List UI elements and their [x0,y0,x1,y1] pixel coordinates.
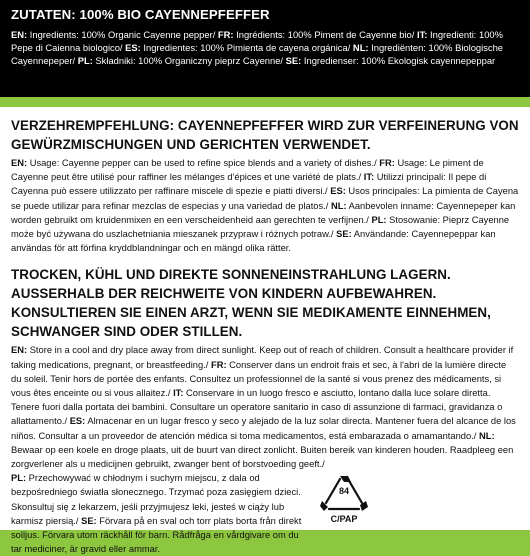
recycling-label: C/PAP [330,514,358,524]
usage-text: Användande: Cayennepeppar kan användas för att förfina kryddblandningar och en mängd olika rätter. [11,229,496,254]
ingredients-text: Ingrédients: 100% Piment de Cayenne bio/ [233,29,417,40]
lang-code: SE: [81,515,97,526]
info-panel [0,107,530,555]
lang-code: SE: [336,229,352,240]
lang-code: EN: [11,158,28,168]
recycling-symbol [318,473,370,528]
usage-text: Usage: Le piment de Cayenne peut être utilisé pour raffiner les mélanges d'épices et une variété de plats./ [11,158,484,183]
ingredients-text: Składniki: 100% Organiczny pieprz Cayenne/ [92,55,286,66]
ingredients-text: Ingredients: 100% Organic Cayenne pepper/ [27,29,218,40]
lang-code: NL: [478,430,495,441]
lang-code: FR: [210,359,227,370]
ingredients-translations [11,28,519,67]
usage-heading: VERZEHREMPFEHLUNG: CAYENNEPFEFFER WIRD ZUR VERFEINERUNG VON GEWÜRZMISCHUNGEN UND GERICHTEN VERWENDET. [11,118,519,152]
lang-code: EN: [11,29,28,40]
storage-text: Conservare in un luogo fresco e asciutto, lontano dalla luce solare diretta. Tenere fuori dalla portata dei bambini. Consultare un operatore sanitario in caso di assunzione di farmaci, gravidanza o allattamento./ [11,388,503,427]
lang-code: IT: [416,29,428,40]
lang-code: NL: [352,42,369,53]
storage-text: Almacenar en un lugar fresco y seco y alejado de la luz solar directa. Mantener fuera del alcance de los niños. Consultar a un proveedor de atención médica si toma medicamentos, está embarazada o amamantando./ [11,416,516,441]
usage-text: Utilizzi principali: Il pepe di Cayenna può essere utilizzato per raffinare miscele di spezie e piatti diversi./ [11,172,487,197]
lang-code: FR: [379,158,395,168]
storage-text: Store in a cool and dry place away from direct sunlight. Keep out of reach of children. Consult a healthcare provider if taking medications, pregnant, or breastfeeding./ [11,345,514,370]
storage-text: Förvara på en sval och torr plats borta från direkt solljus. Förvara utom räckhåll för barn. Rådfråga en vårdgivare om du tar mediciner, är gravid eller ammar. [11,515,302,555]
lang-code: ES: [125,42,141,53]
lang-code: PL: [77,55,93,66]
ingredients-text: Ingredienser: 100% Ekologisk cayennepeppar [301,55,496,66]
lang-code: IT: [363,172,375,183]
lang-code: PL: [371,214,387,225]
ingredients-text: Ingredientes: 100% Pimienta de cayena orgánica/ [140,42,353,53]
storage-translations [11,343,519,471]
lang-code: SE: [285,55,302,66]
ingredients-title: ZUTATEN: 100% BIO CAYENNEPFEFFER [11,7,270,22]
usage-translations [11,156,519,255]
storage-translations-continued [11,471,311,556]
lang-code: EN: [11,345,28,356]
storage-text: Przechowywać w chłodnym i suchym miejscu, z dala od bezpośredniego światła słonecznego. Trzymać poza zasięgiem dzieci. Skonsultuj się z lekarzem, jeśli przyjmujesz leki, jesteś w ciąży lub karmisz piersią./ [11,473,301,526]
usage-text: Usos principales: La pimienta de Cayena se puede utilizar para refinar mezclas de especias y una variedad de platos./ [11,186,519,211]
lang-code: ES: [69,416,86,427]
recycling-code: 84 [338,486,349,496]
usage-text: Stosowanie: Pieprz Cayenne może być używana do uszlachetniania mieszanek przypraw i różnych potraw./ [11,214,510,240]
lang-code: IT: [173,388,184,399]
storage-text: Conserver dans un endroit frais et sec, à l'abri de la lumière directe du soleil. Tenir hors de portée des enfants. Consultez un professionnel de la santé si vous prenez des médicaments, si vous êtes enceinte ou si vous allaitez./ [11,359,507,399]
lang-code: ES: [330,186,346,197]
lang-code: NL: [330,200,347,211]
usage-text: Usage: Cayenne pepper can be used to refine spice blends and a variety of dishes./ [27,158,380,168]
ingredients-header [0,0,530,97]
lang-code: FR: [217,29,234,40]
ingredients-text: Ingredienti: 100% Pepe di Caienna biologico/ [11,29,503,53]
ingredients-list [11,28,519,67]
usage-text: Aanbevolen inname: Cayennepeper kan worden gebruikt om kruidenmixen en een verscheidenheid aan gerechten te verfijnen./ [11,200,516,225]
storage-text: Bewaar op een koele en droge plaats, uit de buurt van direct zonlicht. Buiten bereik van kinderen houden. Raadpleeg een zorgverlener als u medicijnen gebruikt, zwanger bent of borstvoeding geeft./ [11,444,514,470]
lang-code: PL: [11,473,27,484]
ingredients-text: Ingrediënten: 100% Biologische Cayennepeper/ [11,42,504,66]
storage-heading: TROCKEN, KÜHL UND DIREKTE SONNENEINSTRAHLUNG LAGERN. AUSSERHALB DER REICHWEITE VON KINDERN AUFBEWAHREN. KONSULTIEREN SIE EINEN ARZT, WENN SIE MEDIKAMENTE EINNEHMEN, SCHWANGER SIND ODER STILLEN. [11,267,491,340]
